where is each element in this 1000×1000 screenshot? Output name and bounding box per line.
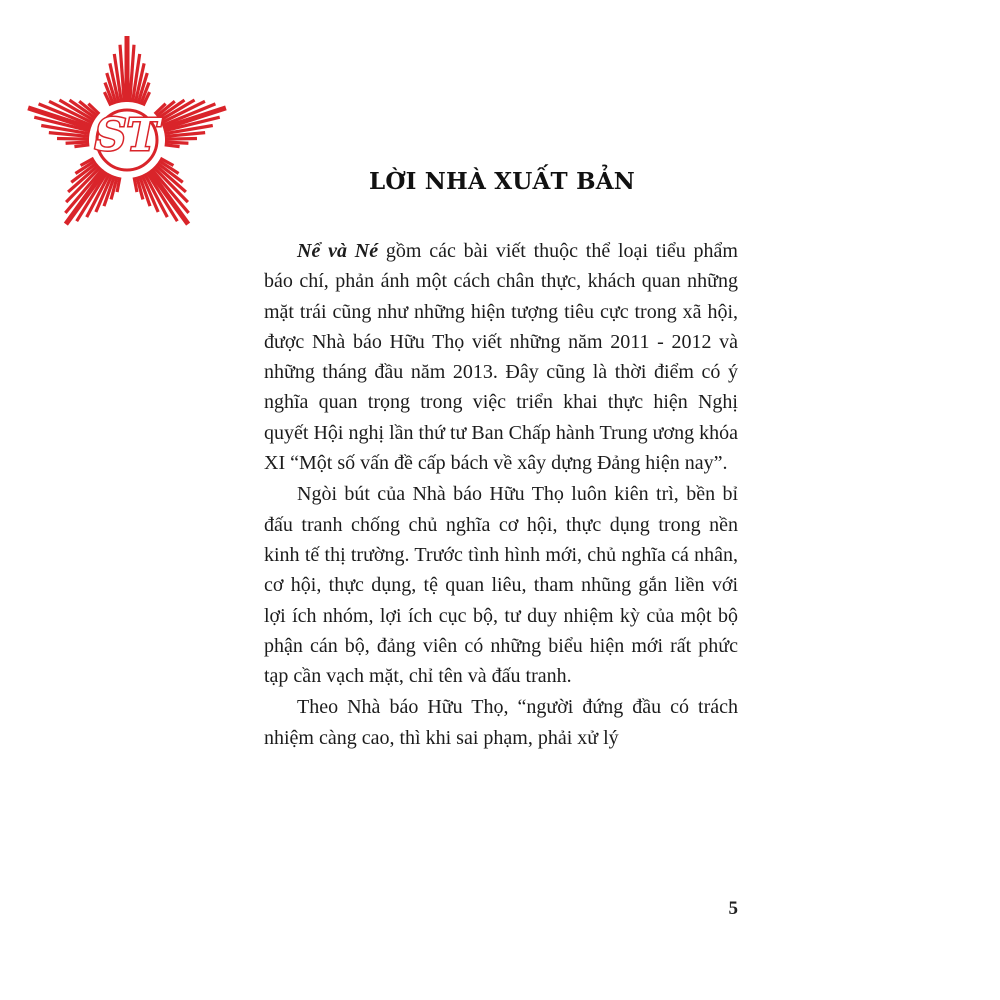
logo-ray: [165, 142, 188, 143]
publisher-logo: [16, 22, 238, 244]
logo-text: ST: [94, 110, 160, 161]
logo-ray: [66, 142, 89, 143]
body-text: [264, 236, 738, 754]
paragraph-3: Theo Nhà báo Hữu Thọ, “người đứng đầu có trách nhiệm càng cao, thì khi sai phạm, phải xử lý: [264, 696, 738, 749]
book-title: Nể và Né: [297, 240, 379, 262]
star-st-logo-icon: [16, 22, 238, 244]
logo-ray: [57, 139, 89, 140]
logo-ray: [165, 145, 180, 147]
paragraph-1-text: gồm các bài viết thuộc thể loại tiểu phẩm báo chí, phản ánh một cách chân thực, khách quan những mặt trái cũng như những hiện tượng tiêu cực trong xã hội, được Nhà báo Hữu Thọ viết những năm 2011 - 2012 và những tháng đầu năm 2013. Đây cũng là thời điểm có ý nghĩa quan trọng trong việc triển khai thực hiện Nghị quyết Hội nghị lần thứ tư Ban Chấp hành Trung ương khóa XI “Một số vấn đề cấp bách về xây dựng Đảng hiện nay”.: [264, 240, 738, 475]
paragraph-1: [264, 236, 738, 478]
logo-ray: [165, 139, 197, 140]
page-title: LỜI NHÀ XUẤT BẢN: [369, 168, 635, 195]
logo-ray: [74, 145, 89, 147]
paragraph-2: Ngòi bút của Nhà báo Hữu Thọ luôn kiên trì, bền bỉ đấu tranh chống chủ nghĩa cơ hội, thực dụng trong nền kinh tế thị trường. Trước tình hình mới, chủ nghĩa cá nhân, cơ hội, thực dụng, tệ quan liêu, tham nhũng gắn liền với lợi ích nhóm, lợi ích cục bộ, tư duy nhiệm kỳ của một bộ phận cán bộ, đảng viên có những biểu hiện mới rất phức tạp cần vạch mặt, chỉ tên và đấu tranh.: [264, 483, 738, 688]
page-number: 5: [728, 898, 738, 919]
